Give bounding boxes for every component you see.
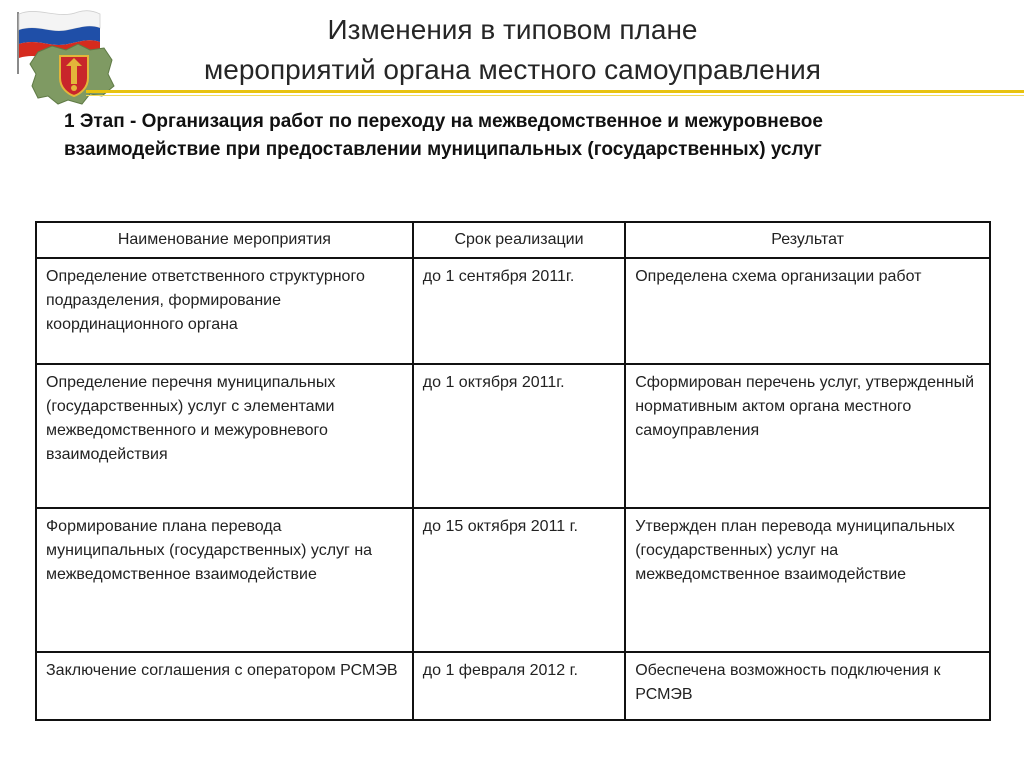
result-cell: Определена схема организации работ [625,258,990,364]
activity-name-cell: Определение ответственного структурного подразделения, формирование координационного органа [36,258,413,364]
column-header-result: Результат [625,222,990,258]
table-header-row [36,222,990,258]
title-divider [86,90,1024,93]
page-title-line-2: мероприятий органа местного самоуправления [204,54,821,85]
result-cell: Сформирован перечень услуг, утвержденный нормативным актом органа местного самоуправления [625,364,990,508]
page-title-line-1: Изменения в типовом плане [327,14,698,45]
result-cell: Утвержден план перевода муниципальных (государственных) услуг на межведомственное взаимодействие [625,508,990,652]
table-row [36,258,990,364]
page-title [130,10,895,90]
stage-heading: 1 Этап - Организация работ по переходу на межведомственное и межуровневое взаимодействие при предоставлении муниципальных (государственных) услуг [64,111,823,160]
table-row [36,508,990,652]
activity-name-cell: Формирование плана перевода муниципальных (государственных) услуг на межведомственное взаимодействие [36,508,413,652]
column-header-deadline: Срок реализации [413,222,625,258]
deadline-cell: до 1 сентября 2011г. [413,258,625,364]
activity-plan-table [35,221,991,721]
deadline-cell: до 15 октября 2011 г. [413,508,625,652]
table-row [36,652,990,720]
activity-name-cell: Определение перечня муниципальных (государственных) услуг с элементами межведомственного и межуровневого взаимодействия [36,364,413,508]
deadline-cell: до 1 октября 2011г. [413,364,625,508]
column-header-name: Наименование мероприятия [36,222,413,258]
table-row [36,364,990,508]
result-cell: Обеспечена возможность подключения к РСМЭВ [625,652,990,720]
title-divider-thin [86,95,1024,96]
activity-name-cell: Заключение соглашения с оператором РСМЭВ [36,652,413,720]
deadline-cell: до 1 февраля 2012 г. [413,652,625,720]
